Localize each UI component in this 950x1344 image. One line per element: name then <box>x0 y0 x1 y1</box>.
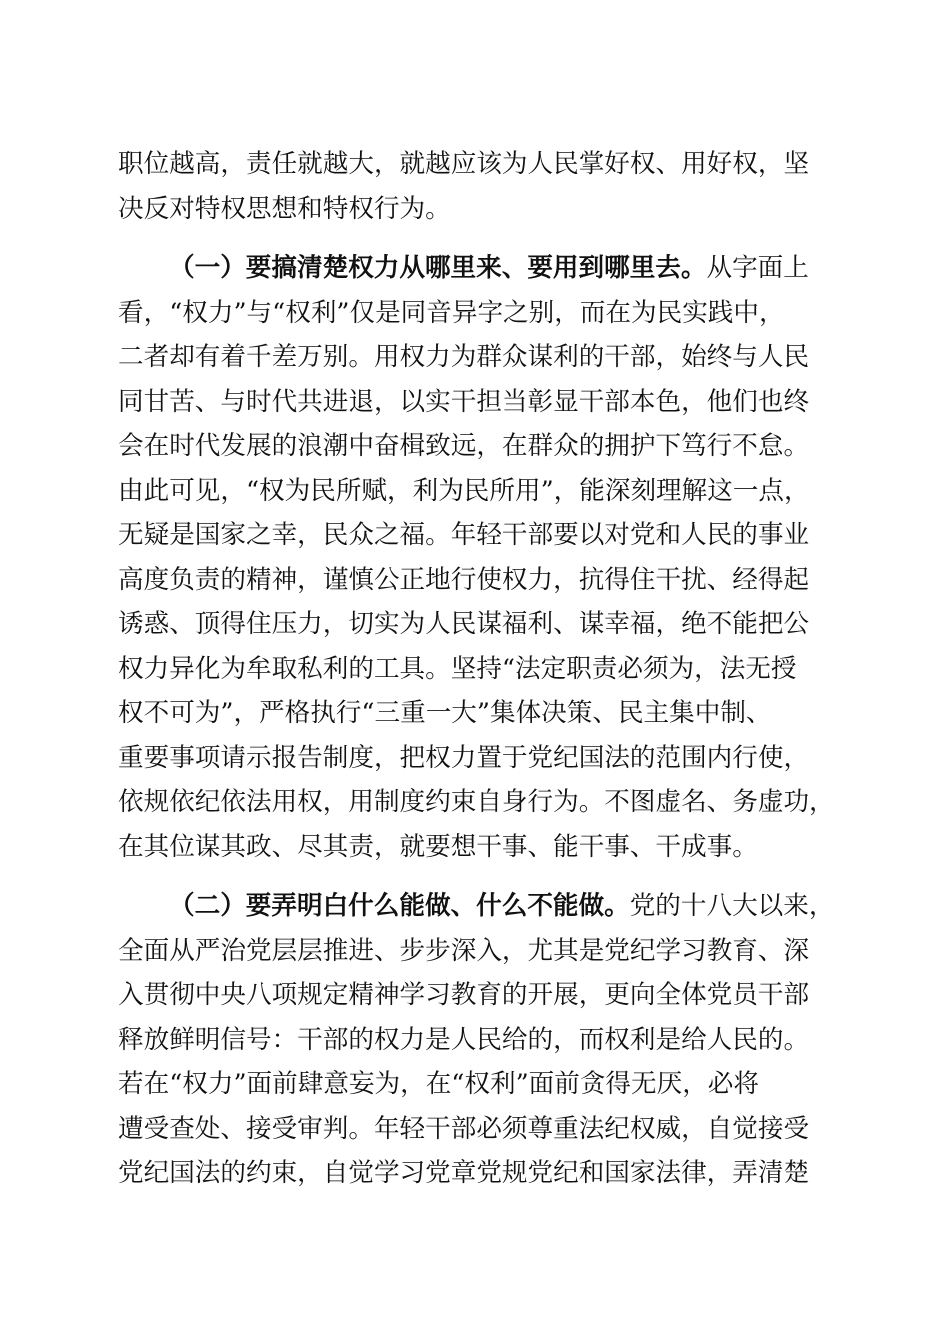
intro-line-1: 职位越高，责任就越大，就越应该为人民掌好权、用好权，坚 <box>118 149 810 179</box>
section-1-line: 二者却有着千差万别。用权力为群众谋利的干部，始终与人民 <box>118 342 810 372</box>
section-2-line: 遭受查处、接受审判。年轻干部必须尊重法纪权威，自觉接受 <box>118 1113 810 1144</box>
section-1-line: 会在时代发展的浪潮中奋楫致远，在群众的拥护下笃行不怠。 <box>118 431 810 461</box>
section-2-line: 入贯彻中央八项规定精神学习教育的开展，更向全体党员干部 <box>118 980 810 1010</box>
section-2-first-line-rest: 党的十八大以来， <box>629 891 835 921</box>
section-1-line: 依规依纪依法用权，用制度约束自身行为。不图虚名、务虚功， <box>118 787 835 817</box>
section-1-line: 由此可见，“权为民所赋，利为民所用”，能深刻理解这一点， <box>118 475 810 506</box>
section-2-line: 党纪国法的约束，自觉学习党章党规党纪和国家法律，弄清楚 <box>118 1158 810 1188</box>
section-2-line: 释放鲜明信号：干部的权力是人民给的，而权利是给人民的。 <box>118 1024 810 1055</box>
intro-line-2: 决反对特权思想和特权行为。 <box>118 193 451 224</box>
section-1 <box>118 246 846 869</box>
section-1-line: 高度负责的精神，谨慎公正地行使权力，抗得住干扰、经得起 <box>118 564 810 595</box>
section-2 <box>118 884 846 1196</box>
section-1-heading: （一）要搞清楚权力从哪里来、要用到哪里去。 <box>169 253 707 283</box>
document-body <box>118 142 846 1196</box>
section-2-first-line <box>118 884 846 929</box>
section-2-heading: （二）要弄明白什么能做、什么不能做。 <box>169 891 630 921</box>
section-1-line: 看，“权力”与“权利”仅是同音异字之别，而在为民实践中， <box>118 297 785 328</box>
section-1-line: 权力异化为牟取私利的工具。坚持“法定职责必须为，法无授 <box>118 653 797 684</box>
section-1-line: 在其位谋其政、尽其责，就要想干事、能干事、干成事。 <box>118 831 758 862</box>
section-1-line: 无疑是国家之幸，民众之福。年轻干部要以对党和人民的事业 <box>118 520 810 550</box>
section-1-line: 重要事项请示报告制度，把权力置于党纪国法的范围内行使， <box>118 742 810 773</box>
section-2-line: 全面从严治党层层推进、步步深入，尤其是党纪学习教育、深 <box>118 935 810 966</box>
section-1-line: 同甘苦、与时代共进退，以实干担当彰显干部本色，他们也终 <box>118 386 810 417</box>
section-1-first-line-rest: 从字面上 <box>706 253 809 283</box>
section-1-line: 权不可为”，严格执行“三重一大”集体决策、民主集中制、 <box>118 698 772 728</box>
section-1-line: 诱惑、顶得住压力，切实为人民谋福利、谋幸福，绝不能把公 <box>118 609 810 639</box>
section-2-line: 若在“权力”面前肆意妄为，在“权利”面前贪得无厌，必将 <box>118 1069 759 1099</box>
section-1-first-line <box>118 246 846 291</box>
